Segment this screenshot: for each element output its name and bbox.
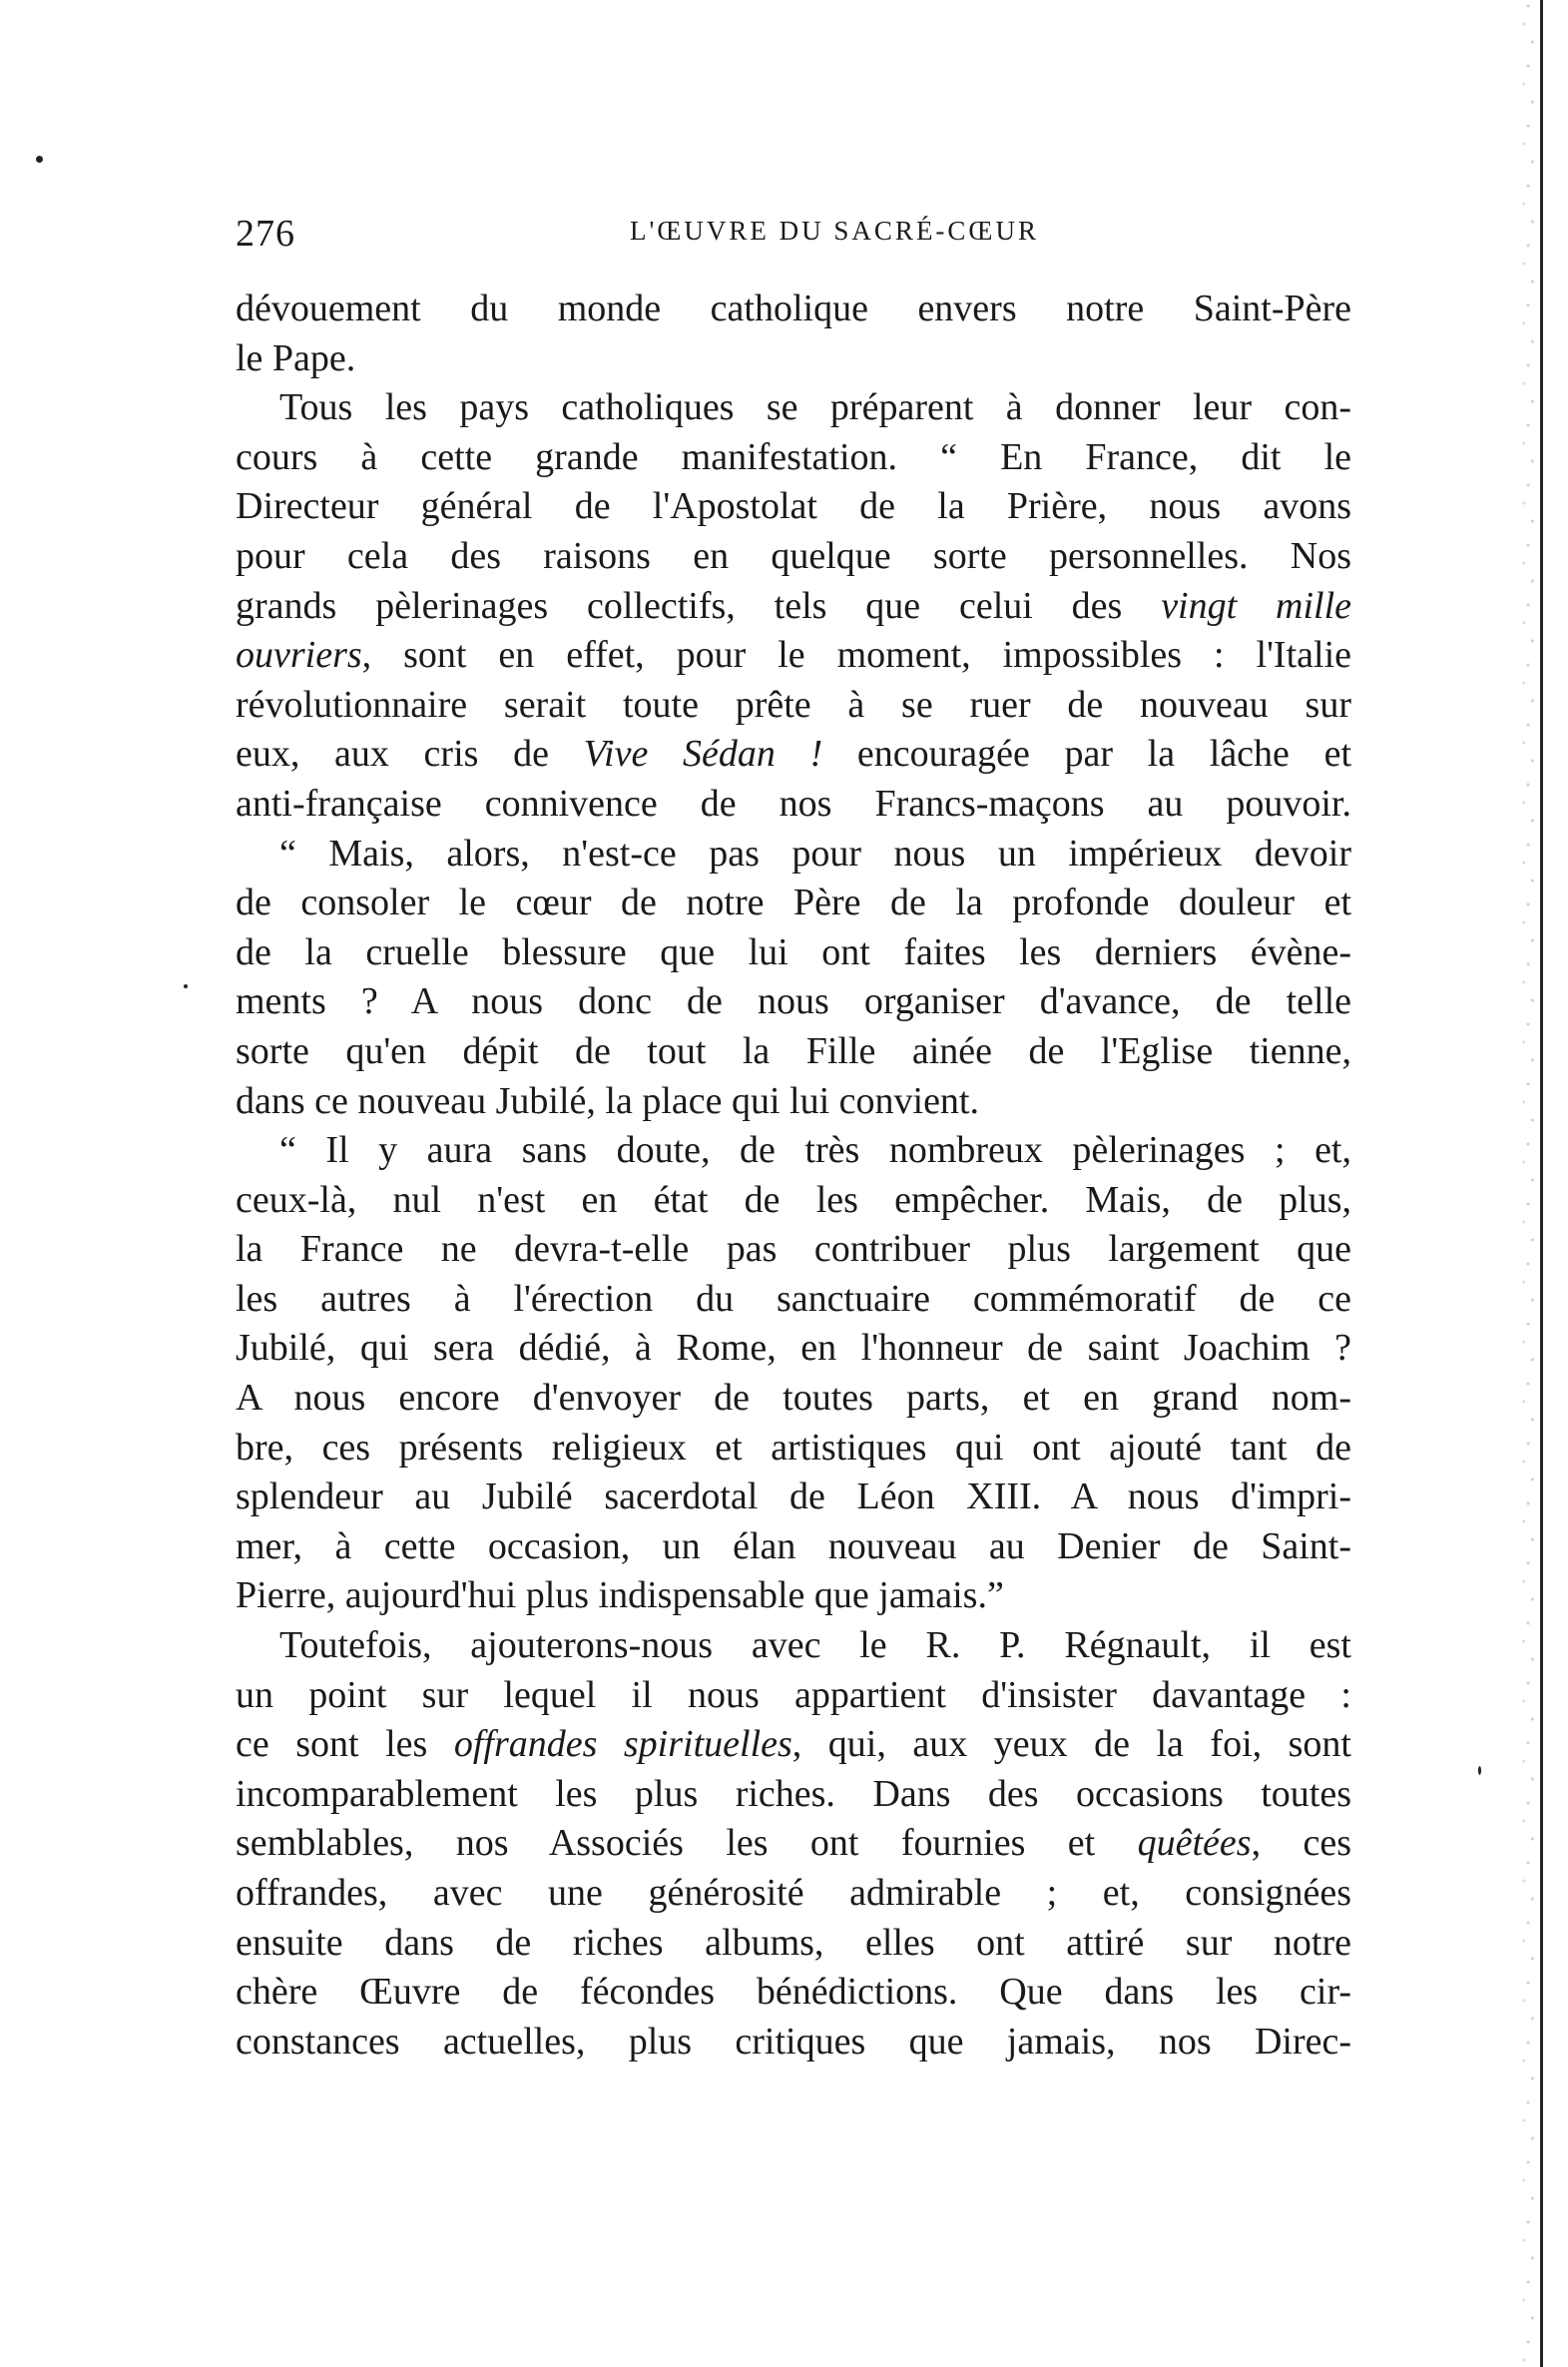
text-line: Jubilé, qui sera dédié, à Rome, en l'honneur de saint Joachim ? xyxy=(236,1327,1351,1370)
text-line: splendeur au Jubilé sacerdotal de Léon XIII. A nous d'impri- xyxy=(236,1476,1351,1518)
text-span: , qui, aux yeux de la foi, sont xyxy=(791,1723,1351,1766)
text-span: semblables, nos Associés les ont fournies et xyxy=(236,1822,1138,1865)
running-head: L'ŒUVRE DU SACRÉ-CŒUR xyxy=(630,216,1039,246)
text-line: pour cela des raisons en quelque sorte personnelles. Nos xyxy=(236,534,1351,577)
text-line: chère Œuvre de fécondes bénédictions. Que dans les cir- xyxy=(236,1971,1351,2014)
scan-speck xyxy=(36,156,43,163)
page-edge-shadow xyxy=(1517,0,1539,2367)
text-line: Pierre, aujourd'hui plus indispensable que jamais.” xyxy=(236,1574,1004,1617)
text-line: révolutionnaire serait toute prête à se ruer de nouveau sur xyxy=(236,683,1351,726)
text-line: A nous encore d'envoyer de toutes parts, et en grand nom- xyxy=(236,1377,1351,1420)
text-line: anti-française connivence de nos Francs-maçons au pouvoir. xyxy=(236,782,1351,825)
text-span: , sont en effet, pour le moment, impossibles : l'Italie xyxy=(361,634,1351,677)
italic-phrase: vingt mille xyxy=(1161,584,1351,627)
text-line xyxy=(236,582,1351,632)
text-line: offrandes, avec une générosité admirable ; et, consignées xyxy=(236,1872,1351,1914)
text-line: Tous les pays catholiques se préparent à donner leur con- xyxy=(279,386,1351,429)
text-line: de consoler le cœur de notre Père de la profonde douleur et xyxy=(236,882,1351,924)
text-line: le Pape. xyxy=(236,336,356,379)
text-line: Directeur général de l'Apostolat de la Prière, nous avons xyxy=(236,485,1351,528)
text-line: sorte qu'en dépit de tout la Fille ainée de l'Eglise tienne, xyxy=(236,1029,1351,1072)
italic-phrase: ouvriers xyxy=(236,634,362,677)
text-line: ensuite dans de riches albums, elles ont attiré sur notre xyxy=(236,1921,1351,1964)
text-line xyxy=(236,730,1351,780)
text-line xyxy=(236,1720,1351,1770)
text-line: constances actuelles, plus critiques que jamais, nos Direc- xyxy=(236,2020,1351,2063)
text-line xyxy=(236,631,1351,681)
text-line: de la cruelle blessure que lui ont faites les derniers évène- xyxy=(236,930,1351,973)
text-line: les autres à l'érection du sanctuaire commémoratif de ce xyxy=(236,1277,1351,1320)
page-header xyxy=(236,212,1351,262)
text-line: cours à cette grande manifestation. “ En France, dit le xyxy=(236,435,1351,478)
italic-phrase: Vive Sédan ! xyxy=(583,733,823,776)
text-line: dévouement du monde catholique envers notre Saint-Père xyxy=(236,288,1351,329)
body-text xyxy=(236,285,1351,2181)
text-line: la France ne devra-t-elle pas contribuer plus largement que xyxy=(236,1228,1351,1271)
text-line: ceux-là, nul n'est en état de les empêcher. Mais, de plus, xyxy=(236,1178,1351,1221)
text-span: eux, aux cris de xyxy=(236,733,584,776)
scan-speck xyxy=(1478,1766,1481,1775)
text-line: Toutefois, ajouterons-nous avec le R. P. Régnault, il est xyxy=(279,1624,1351,1667)
text-line: un point sur lequel il nous appartient d'insister davantage : xyxy=(236,1673,1351,1716)
text-span: , ces xyxy=(1251,1822,1351,1865)
italic-phrase: quêtées xyxy=(1137,1822,1252,1865)
text-line: “ Il y aura sans doute, de très nombreux pèlerinages ; et, xyxy=(279,1129,1351,1172)
text-line: ments ? A nous donc de nous organiser d'avance, de telle xyxy=(236,980,1351,1023)
text-line: “ Mais, alors, n'est-ce pas pour nous un impérieux devoir xyxy=(279,832,1351,875)
text-line: dans ce nouveau Jubilé, la place qui lui convient. xyxy=(236,1079,979,1122)
text-line: incomparablement les plus riches. Dans des occasions toutes xyxy=(236,1772,1351,1815)
text-line: bre, ces présents religieux et artistiques qui ont ajouté tant de xyxy=(236,1426,1351,1469)
text-line: mer, à cette occasion, un élan nouveau au Denier de Saint- xyxy=(236,1524,1351,1567)
text-span: encouragée par la lâche et xyxy=(822,733,1351,776)
page-number: 276 xyxy=(236,213,295,255)
text-span: grands pèlerinages collectifs, tels que celui des xyxy=(236,584,1162,627)
page-edge-line xyxy=(1540,0,1543,2367)
italic-phrase: offrandes spirituelles xyxy=(453,1723,792,1766)
text-span: ce sont les xyxy=(236,1723,454,1766)
scan-speck xyxy=(184,984,188,988)
text-line xyxy=(236,1819,1351,1869)
